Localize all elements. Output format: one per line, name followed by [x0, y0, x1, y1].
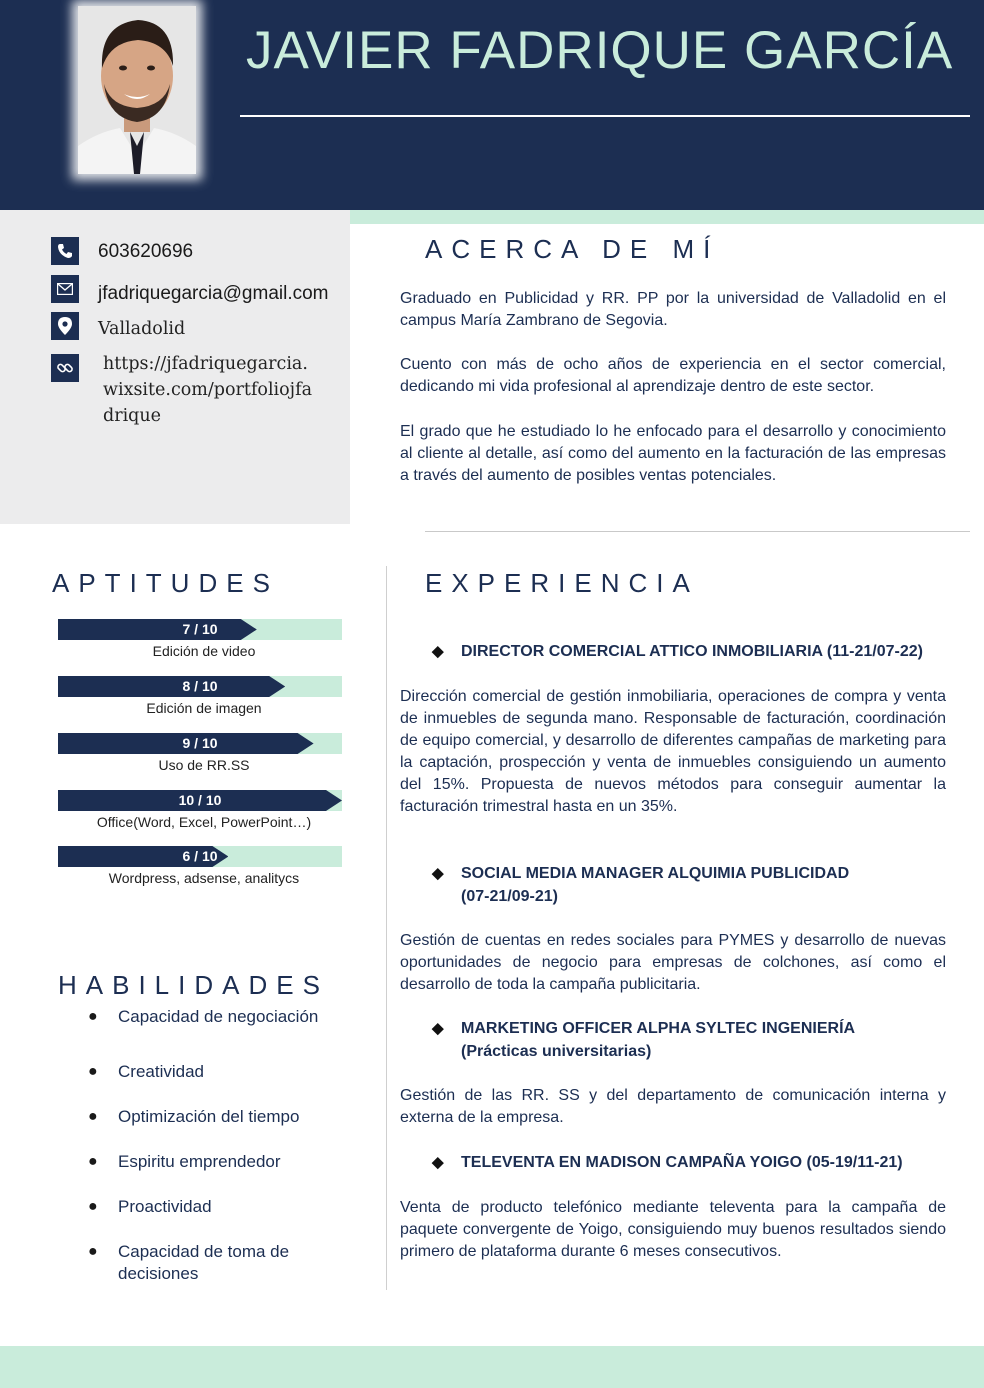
skill-score: 9 / 10 — [182, 735, 218, 751]
about-paragraph: El grado que he estudiado lo he enfocado para el desarrollo y conocimiento al cliente al detalle, así como del aumento en la facturación de las empresas a través del aumento de posibles ventas potenciales. — [400, 423, 946, 484]
skill-label: Edición de video — [152, 643, 256, 659]
job-title — [432, 640, 952, 663]
about-title: ACERCA DE MÍ — [425, 234, 720, 264]
skill-score: 10 / 10 — [178, 792, 222, 808]
bullet-icon: ● — [88, 1243, 98, 1260]
job-title-text: TELEVENTA EN MADISON CAMPAÑA YOIGO (05-19/11-21) — [461, 1154, 903, 1171]
list-item — [88, 1151, 358, 1173]
bullet-icon: ● — [88, 1063, 98, 1080]
candidate-name: JAVIER FADRIQUE GARCÍA — [246, 21, 954, 80]
skill-score: 7 / 10 — [182, 621, 218, 637]
job-title-text: SOCIAL MEDIA MANAGER ALQUIMIA PUBLICIDAD (07-21/09-21) — [461, 865, 850, 905]
habilidad-text: Capacidad de toma de decisiones — [118, 1242, 290, 1283]
habilidad-text: Capacidad de negociación — [118, 1007, 319, 1026]
contact-email[interactable]: jfadriquegarcia@gmail.com — [98, 283, 329, 304]
job-title — [432, 1151, 952, 1174]
website-line: wixsite.com/portfoliojfa — [103, 380, 313, 400]
contact-location: Valladolid — [98, 319, 186, 339]
footer-strip — [0, 1346, 984, 1388]
diamond-bullet-icon: ◆ — [432, 1020, 444, 1037]
phone-icon — [51, 237, 79, 265]
column-divider — [386, 566, 387, 1290]
diamond-bullet-icon: ◆ — [432, 865, 444, 882]
bullet-icon: ● — [88, 1108, 98, 1125]
mail-icon — [51, 275, 79, 303]
link-icon — [51, 354, 79, 382]
skill-label: Office(Word, Excel, PowerPoint…) — [96, 814, 312, 830]
bullet-icon: ● — [88, 1008, 98, 1025]
skill-label: Wordpress, adsense, analitycs — [108, 870, 300, 886]
list-item — [88, 1061, 358, 1083]
habilidad-text: Proactividad — [118, 1197, 212, 1216]
location-pin-icon — [51, 312, 79, 340]
about-paragraph: Graduado en Publicidad y RR. PP por la universidad de Valladolid en el campus María Zambrano de Segovia. — [400, 290, 946, 329]
about-paragraph: Cuento con más de ocho años de experiencia en el sector comercial, dedicando mi vida profesional al aprendizaje dentro de este sector. — [400, 356, 946, 395]
list-item — [88, 1006, 358, 1028]
job-title — [432, 1017, 882, 1063]
section-divider — [425, 531, 970, 532]
profile-photo — [78, 6, 196, 174]
experiencia-title: EXPERIENCIA — [425, 568, 699, 598]
contact-website[interactable] — [103, 351, 312, 429]
job-title-text: DIRECTOR COMERCIAL ATTICO INMOBILIARIA (11-21/07-22) — [461, 643, 923, 660]
list-item — [88, 1241, 328, 1285]
skill-score: 8 / 10 — [182, 678, 218, 694]
list-item — [88, 1106, 358, 1128]
skill-label: Edición de imagen — [146, 700, 262, 716]
profile-photo-image — [78, 6, 196, 174]
skill-label: Uso de RR.SS — [158, 757, 250, 773]
website-line: https://jfadriquegarcia. — [103, 354, 308, 374]
job-description: Dirección comercial de gestión inmobiliaria, operaciones de compra y venta de inmuebles de segunda mano. Responsable de facturación, coordinación de equipo comercial, y desarrollo de diferentes campañas de marketing para la captación, prospección y venta de inmuebles consiguiendo un aumento del 15%. Propuesta de nuevos métodos para conseguir aumentar la facturación trimestral hasta en un 35%. — [400, 688, 946, 815]
habilidad-text: Creatividad — [118, 1062, 204, 1081]
habilidad-text: Espiritu emprendedor — [118, 1152, 281, 1171]
job-title-text: MARKETING OFFICER ALPHA SYLTEC INGENIERÍA (Prácticas universitarias) — [461, 1020, 855, 1060]
bullet-icon: ● — [88, 1198, 98, 1215]
job-description: Gestión de las RR. SS y del departamento de comunicación interna y externa de la empresa. — [400, 1087, 946, 1126]
job-title — [432, 862, 882, 908]
bullet-icon: ● — [88, 1153, 98, 1170]
aptitudes-title: APTITUDES — [52, 568, 279, 598]
habilidad-text: Optimización del tiempo — [118, 1107, 300, 1126]
diamond-bullet-icon: ◆ — [432, 643, 444, 660]
header-banner — [0, 0, 984, 210]
job-description: Gestión de cuentas en redes sociales para PYMES y desarrollo de nuevas oportunidades de negocio para empresas de colchones, así como el desarrollo de toda la campaña publicitaria. — [400, 932, 946, 993]
name-underline — [240, 115, 970, 117]
website-line: drique — [103, 406, 161, 426]
mint-accent-strip — [350, 210, 984, 224]
skill-score: 6 / 10 — [182, 848, 218, 864]
list-item — [88, 1196, 358, 1218]
job-description: Venta de producto telefónico mediante televenta para la campaña de paquete convergente de Yoigo, consiguiendo muy buenos resultados siendo primero de plataforma durante 6 meses consecutivos. — [400, 1199, 946, 1260]
habilidades-title: HABILIDADES — [58, 970, 329, 1000]
diamond-bullet-icon: ◆ — [432, 1154, 444, 1171]
contact-phone[interactable]: 603620696 — [98, 241, 194, 262]
